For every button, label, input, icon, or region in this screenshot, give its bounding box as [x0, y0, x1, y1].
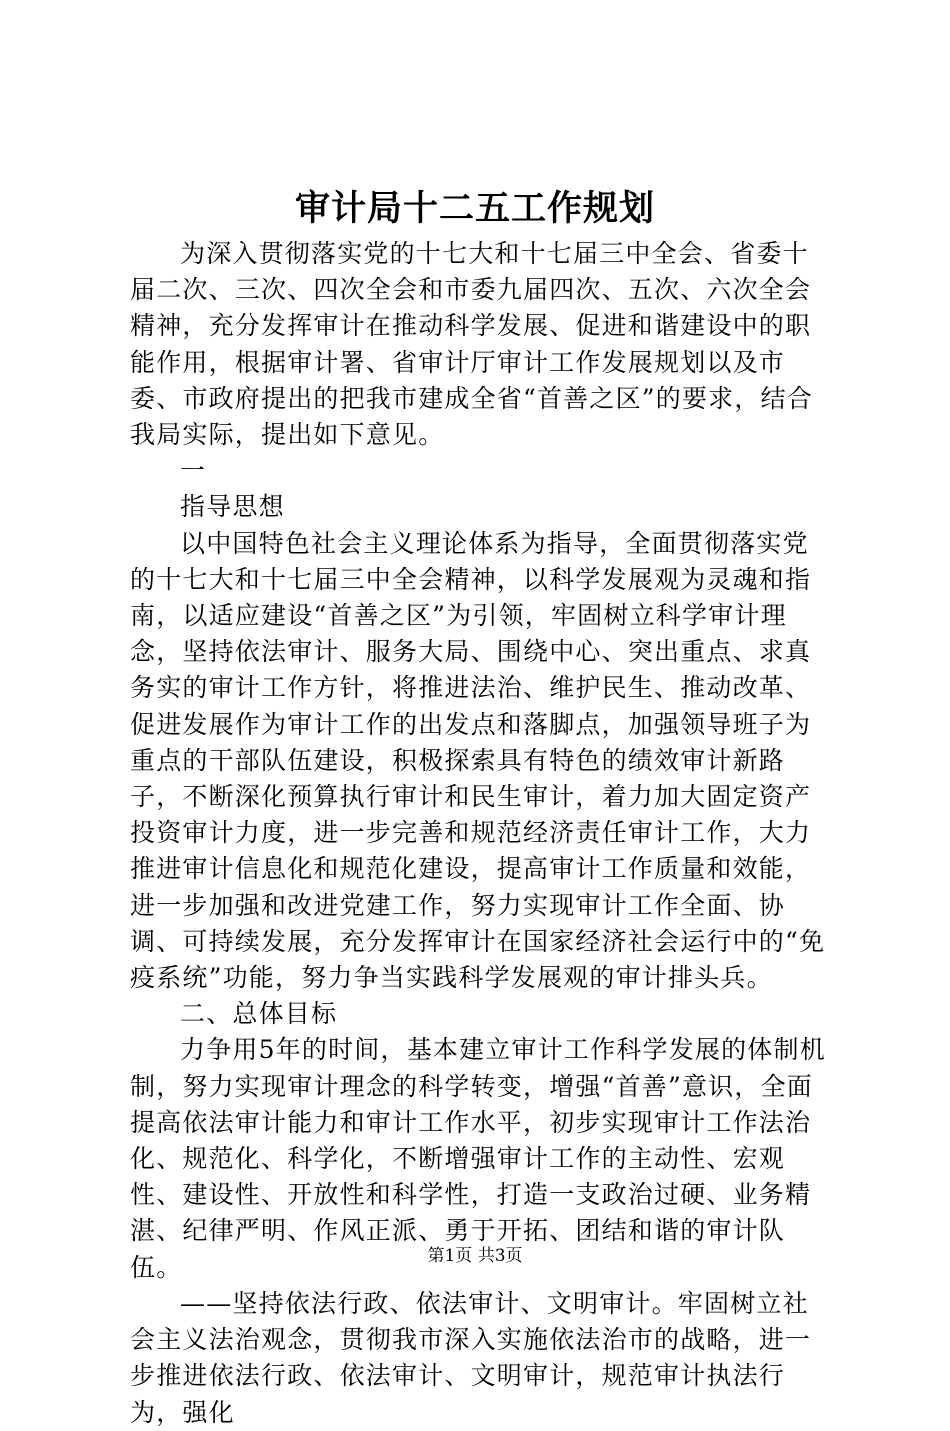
paragraph-guiding-thought: 以中国特色社会主义理论体系为指导，全面贯彻落实党的十七大和十七届三中全会精神，以科学发展观为灵魂和指南，以适应建设“首善之区”为引领，牢固树立科学审计理念，坚持依法审计、服务大局、围绕中心、突出重点、求真务实的审计工作方针，将推进法治、维护民生、推动改革、促进发展作为审计工作的出发点和落脚点，加强领导班子为重点的干部队伍建设，积极探索具有特色的绩效审计新路子，不断深化预算执行审计和民生审计，着力加大固定资产投资审计力度，进一步完善和规范经济责任审计工作，大力推进审计信息化和规范化建设，提高审计工作质量和效能，进一步加强和改进党建工作，努力实现审计工作全面、协调、可持续发展，充分发挥审计在国家经济社会运行中的“免疫系统”功能，努力争当实践科学发展观的审计排头兵。 — [130, 528, 826, 993]
section-number-one: 一 — [180, 456, 207, 486]
section-heading-overall-goal: 二、总体目标 — [180, 999, 338, 1029]
paragraph-overall-goal: 力争用5年的时间，基本建立审计工作科学发展的体制机制，努力实现审计理念的科学转变，增强“首善”意识，全面提高依法审计能力和审计工作水平，初步实现审计工作法治化、规范化、科学化，不断增强审计工作的主动性、宏观性、建设性、开放性和科学性，打造一支政治过硬、业务精湛、纪律严明、作风正派、勇于开拓、团结和谐的审计队伍。 — [130, 1035, 826, 1282]
paragraph-intro: 为深入贯彻落实党的十七大和十七届三中全会、省委十届二次、三次、四次全会和市委九届四次、五次、六次全会精神，充分发挥审计在推动科学发展、促进和谐建设中的职能作用，根据审计署、省审计厅审计工作发展规划以及市委、市政府提出的把我市建成全省“首善之区”的要求，结合我局实际，提出如下意见。 — [130, 239, 813, 450]
section-heading-guiding-thought: 指导思想 — [180, 492, 285, 522]
document-title: 审计局十二五工作规划 — [294, 189, 655, 229]
page-indicator: 第1页 共3页 — [427, 1246, 523, 1266]
paragraph-rule-of-law: ——坚持依法行政、依法审计、文明审计。牢固树立社会主义法治观念，贯彻我市深入实施依法治市的战略，进一步推进依法行政、依法审计、文明审计，规范审计执法行为，强化 — [130, 1288, 812, 1427]
